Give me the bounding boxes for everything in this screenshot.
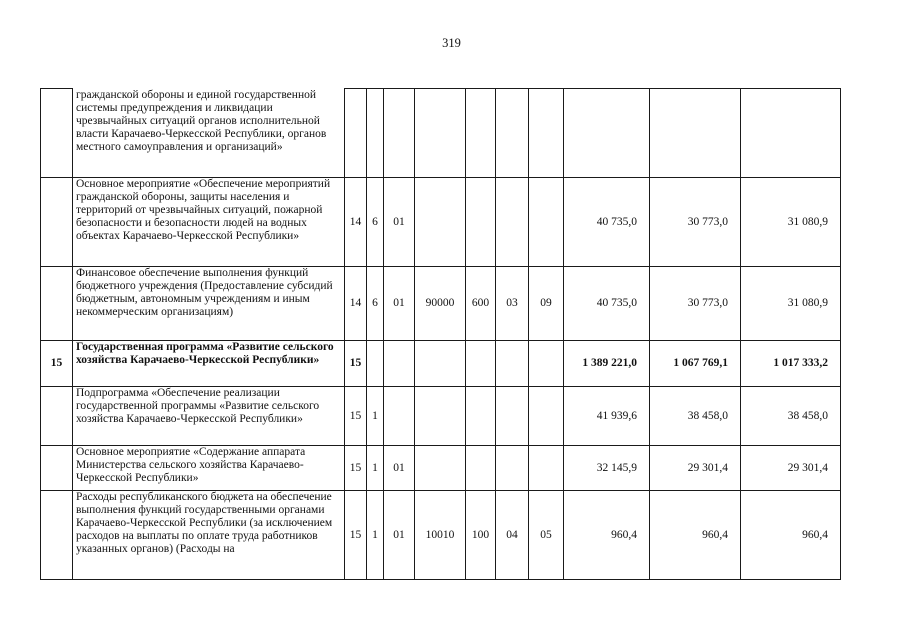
table-row (41, 446, 841, 491)
code-cell-2: 1 (367, 446, 384, 491)
code-cell-4 (415, 387, 466, 446)
value-cell-1: 1 389 221,0 (564, 341, 650, 387)
row-name-cell: Государственная программа «Развитие сельского хозяйства Карачаево-Черкесской Республики» (73, 341, 345, 387)
code-cell-4 (415, 341, 466, 387)
code-cell-5 (466, 387, 496, 446)
row-number-cell (41, 387, 73, 446)
code-cell-2: 6 (367, 267, 384, 341)
budget-table (40, 88, 841, 580)
code-cell-4 (415, 446, 466, 491)
value-cell-3: 960,4 (741, 491, 841, 580)
code-cell-4: 90000 (415, 267, 466, 341)
row-number-cell (41, 178, 73, 267)
code-cell-2 (367, 341, 384, 387)
value-cell-3: 38 458,0 (741, 387, 841, 446)
value-cell-1: 40 735,0 (564, 178, 650, 267)
table-row (41, 89, 841, 178)
row-name-cell: Расходы республиканского бюджета на обеспечение выполнения функций государственными органами Карачаево-Черкесской Республики (за исключением расходов на выплаты по оплате труда работников указанных органов) (Расходы на (73, 491, 345, 580)
code-cell-5 (466, 89, 496, 178)
code-cell-6: 03 (496, 267, 529, 341)
code-cell-1: 15 (345, 491, 367, 580)
value-cell-2: 29 301,4 (650, 446, 741, 491)
table-row (41, 178, 841, 267)
code-cell-2: 6 (367, 178, 384, 267)
code-cell-6 (496, 387, 529, 446)
code-cell-7: 09 (529, 267, 564, 341)
table-row (41, 491, 841, 580)
code-cell-5: 600 (466, 267, 496, 341)
code-cell-5 (466, 341, 496, 387)
code-cell-7 (529, 446, 564, 491)
row-number-cell (41, 267, 73, 341)
code-cell-1: 15 (345, 341, 367, 387)
code-cell-7 (529, 178, 564, 267)
code-cell-2: 1 (367, 387, 384, 446)
row-number-cell: 15 (41, 341, 73, 387)
code-cell-7: 05 (529, 491, 564, 580)
row-name-cell: Подпрограмма «Обеспечение реализации государственной программы «Развитие сельского хозяйства Карачаево-Черкесской Республики» (73, 387, 345, 446)
code-cell-5: 100 (466, 491, 496, 580)
code-cell-7 (529, 89, 564, 178)
row-number-cell (41, 491, 73, 580)
value-cell-2 (650, 89, 741, 178)
code-cell-1: 14 (345, 267, 367, 341)
value-cell-3: 29 301,4 (741, 446, 841, 491)
code-cell-3: 01 (384, 267, 415, 341)
code-cell-7 (529, 387, 564, 446)
value-cell-1: 960,4 (564, 491, 650, 580)
row-name-cell: гражданской обороны и единой государственной системы предупреждения и ликвидации чрезвычайных ситуаций органов исполнительной власти Карачаево-Черкесской Республики, органов местного самоуправления и организаций» (73, 89, 345, 178)
row-name-cell: Основное мероприятие «Содержание аппарата Министерства сельского хозяйства Карачаево-Черкесской Республики» (73, 446, 345, 491)
code-cell-4 (415, 178, 466, 267)
value-cell-2: 30 773,0 (650, 267, 741, 341)
code-cell-6 (496, 89, 529, 178)
code-cell-2: 1 (367, 491, 384, 580)
code-cell-6 (496, 341, 529, 387)
code-cell-3 (384, 89, 415, 178)
code-cell-6 (496, 178, 529, 267)
value-cell-1: 41 939,6 (564, 387, 650, 446)
value-cell-1: 40 735,0 (564, 267, 650, 341)
code-cell-5 (466, 446, 496, 491)
value-cell-1 (564, 89, 650, 178)
row-number-cell (41, 446, 73, 491)
row-name-cell: Финансовое обеспечение выполнения функций бюджетного учреждения (Предоставление субсидий бюджетным, автономным учреждениям и иным некоммерческим организациям) (73, 267, 345, 341)
code-cell-3 (384, 387, 415, 446)
value-cell-3: 31 080,9 (741, 178, 841, 267)
code-cell-3: 01 (384, 446, 415, 491)
code-cell-1: 15 (345, 446, 367, 491)
code-cell-3 (384, 341, 415, 387)
code-cell-3: 01 (384, 491, 415, 580)
table-row (41, 387, 841, 446)
value-cell-2: 960,4 (650, 491, 741, 580)
code-cell-1: 14 (345, 178, 367, 267)
code-cell-1 (345, 89, 367, 178)
code-cell-6: 04 (496, 491, 529, 580)
code-cell-1: 15 (345, 387, 367, 446)
code-cell-7 (529, 341, 564, 387)
code-cell-2 (367, 89, 384, 178)
table-row (41, 341, 841, 387)
code-cell-3: 01 (384, 178, 415, 267)
code-cell-6 (496, 446, 529, 491)
value-cell-2: 1 067 769,1 (650, 341, 741, 387)
table-row (41, 267, 841, 341)
value-cell-3: 31 080,9 (741, 267, 841, 341)
row-number-cell (41, 89, 73, 178)
code-cell-5 (466, 178, 496, 267)
value-cell-1: 32 145,9 (564, 446, 650, 491)
value-cell-3 (741, 89, 841, 178)
code-cell-4 (415, 89, 466, 178)
code-cell-4: 10010 (415, 491, 466, 580)
row-name-cell: Основное мероприятие «Обеспечение мероприятий гражданской обороны, защиты населения и территорий от чрезвычайных ситуаций, пожарной безопасности и безопасности людей на водных объектах Карачаево-Черкесской Республики» (73, 178, 345, 267)
value-cell-2: 38 458,0 (650, 387, 741, 446)
value-cell-2: 30 773,0 (650, 178, 741, 267)
page-number: 319 (442, 36, 461, 50)
value-cell-3: 1 017 333,2 (741, 341, 841, 387)
